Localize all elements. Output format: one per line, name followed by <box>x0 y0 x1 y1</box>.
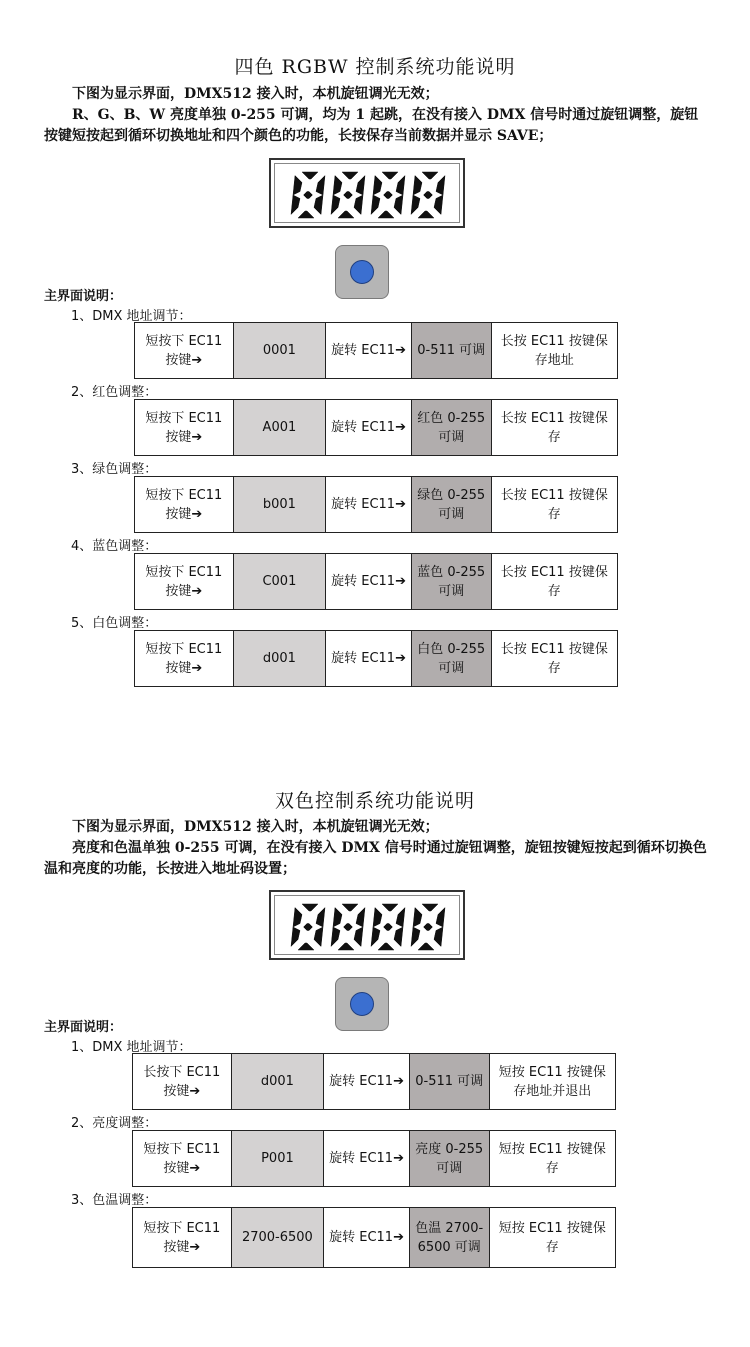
rotate-cell: 旋转 EC11➔ <box>326 400 412 455</box>
display-value-cell: C001 <box>234 554 327 609</box>
rgbw-table-green <box>134 476 618 533</box>
save-cell: 长按 EC11 按键保存地址 <box>500 333 608 368</box>
rgbw-item-label: 2、红色调整： <box>71 385 158 400</box>
action-cell: 短按下 EC11 按键➔ <box>135 554 234 609</box>
action-cell: 长按下 EC11 按键➔ <box>133 1054 232 1109</box>
rotate-cell: 旋转 EC11➔ <box>326 631 412 686</box>
rgbw-ec11-knob[interactable] <box>335 245 389 299</box>
rgbw-led-display <box>269 158 465 228</box>
display-value-cell: 2700-6500 <box>232 1208 325 1267</box>
range-cell: 亮度 0-255 可调 <box>410 1131 490 1186</box>
action-cell: 短按下 EC11 按键➔ <box>133 1131 232 1186</box>
action-cell: 短按下 EC11 按键➔ <box>135 400 234 455</box>
rgbw-title: 四色 RGBW 控制系统功能说明 <box>234 56 516 78</box>
dual-table-color-temp <box>132 1207 616 1268</box>
rgbw-intro-1: 下图为显示界面，DMX512 接入时，本机旋钮调光无效； <box>72 86 439 102</box>
action-cell: 短按下 EC11 按键➔ <box>135 477 234 532</box>
rgbw-table-red <box>134 399 618 456</box>
action-cell: 短按下 EC11 按键➔ <box>135 631 234 686</box>
dual-led-display <box>269 890 465 960</box>
range-cell: 色温 2700-6500 可调 <box>410 1208 490 1267</box>
seven-segment-digits <box>271 892 467 962</box>
rotate-cell: 旋转 EC11➔ <box>326 477 412 532</box>
save-cell: 长按 EC11 按键保存 <box>500 487 608 522</box>
rotate-cell: 旋转 EC11➔ <box>324 1054 410 1109</box>
save-cell: 短按 EC11 按键保存 <box>498 1220 606 1255</box>
dual-item-label: 1、DMX 地址调节： <box>71 1040 192 1055</box>
action-cell: 短按下 EC11 按键➔ <box>135 323 234 378</box>
rgbw-main-label: 主界面说明： <box>44 289 123 304</box>
display-value-cell: A001 <box>234 400 327 455</box>
save-cell: 短按 EC11 按键保存地址并退出 <box>498 1064 606 1099</box>
dual-title: 双色控制系统功能说明 <box>274 790 475 812</box>
rgbw-table-dmx <box>134 322 618 379</box>
display-value-cell: d001 <box>234 631 327 686</box>
dual-table-brightness <box>132 1130 616 1187</box>
rotate-cell: 旋转 EC11➔ <box>326 554 412 609</box>
dual-intro-1: 下图为显示界面，DMX512 接入时，本机旋钮调光无效； <box>72 819 439 835</box>
range-cell: 0-511 可调 <box>410 1054 490 1109</box>
knob-button-icon[interactable] <box>350 260 374 284</box>
rgbw-item-label: 1、DMX 地址调节： <box>71 309 192 324</box>
seven-segment-digits <box>271 160 467 230</box>
range-cell: 红色 0-255 可调 <box>412 400 492 455</box>
display-value-cell: b001 <box>234 477 327 532</box>
dual-main-label: 主界面说明： <box>44 1020 123 1035</box>
range-cell: 0-511 可调 <box>412 323 492 378</box>
dual-item-label: 2、亮度调整： <box>71 1116 158 1131</box>
rgbw-item-label: 4、蓝色调整： <box>71 539 158 554</box>
rotate-cell: 旋转 EC11➔ <box>326 323 412 378</box>
rgbw-item-label: 5、白色调整： <box>71 616 158 631</box>
knob-button-icon[interactable] <box>350 992 374 1016</box>
rgbw-item-label: 3、绿色调整： <box>71 462 158 477</box>
save-cell: 长按 EC11 按键保存 <box>500 410 608 445</box>
display-value-cell: d001 <box>232 1054 325 1109</box>
rgbw-intro-2: R、G、B、W 亮度单独 0-255 可调，均为 1 起跳，在没有接入 DMX 信号时通过旋钮调整，旋钮按键短按起到循环切换地址和四个颜色的功能，长按保存当前数据并显示 SAVE； <box>44 107 699 144</box>
rotate-cell: 旋转 EC11➔ <box>324 1208 410 1267</box>
save-cell: 长按 EC11 按键保存 <box>500 564 608 599</box>
display-value-cell: 0001 <box>234 323 327 378</box>
save-cell: 短按 EC11 按键保存 <box>498 1141 606 1176</box>
range-cell: 绿色 0-255 可调 <box>412 477 492 532</box>
rotate-cell: 旋转 EC11➔ <box>324 1131 410 1186</box>
save-cell: 长按 EC11 按键保存 <box>500 641 608 676</box>
rgbw-table-white <box>134 630 618 687</box>
range-cell: 蓝色 0-255 可调 <box>412 554 492 609</box>
rgbw-table-blue <box>134 553 618 610</box>
display-value-cell: P001 <box>232 1131 325 1186</box>
action-cell: 短按下 EC11 按键➔ <box>133 1208 232 1267</box>
dual-ec11-knob[interactable] <box>335 977 389 1031</box>
dual-intro-2: 亮度和色温单独 0-255 可调，在没有接入 DMX 信号时通过旋钮调整，旋钮按键短按起到循环切换色温和亮度的功能，长按进入地址码设置； <box>44 840 707 877</box>
dual-item-label: 3、色温调整： <box>71 1193 158 1208</box>
range-cell: 白色 0-255 可调 <box>412 631 492 686</box>
dual-table-dmx <box>132 1053 616 1110</box>
